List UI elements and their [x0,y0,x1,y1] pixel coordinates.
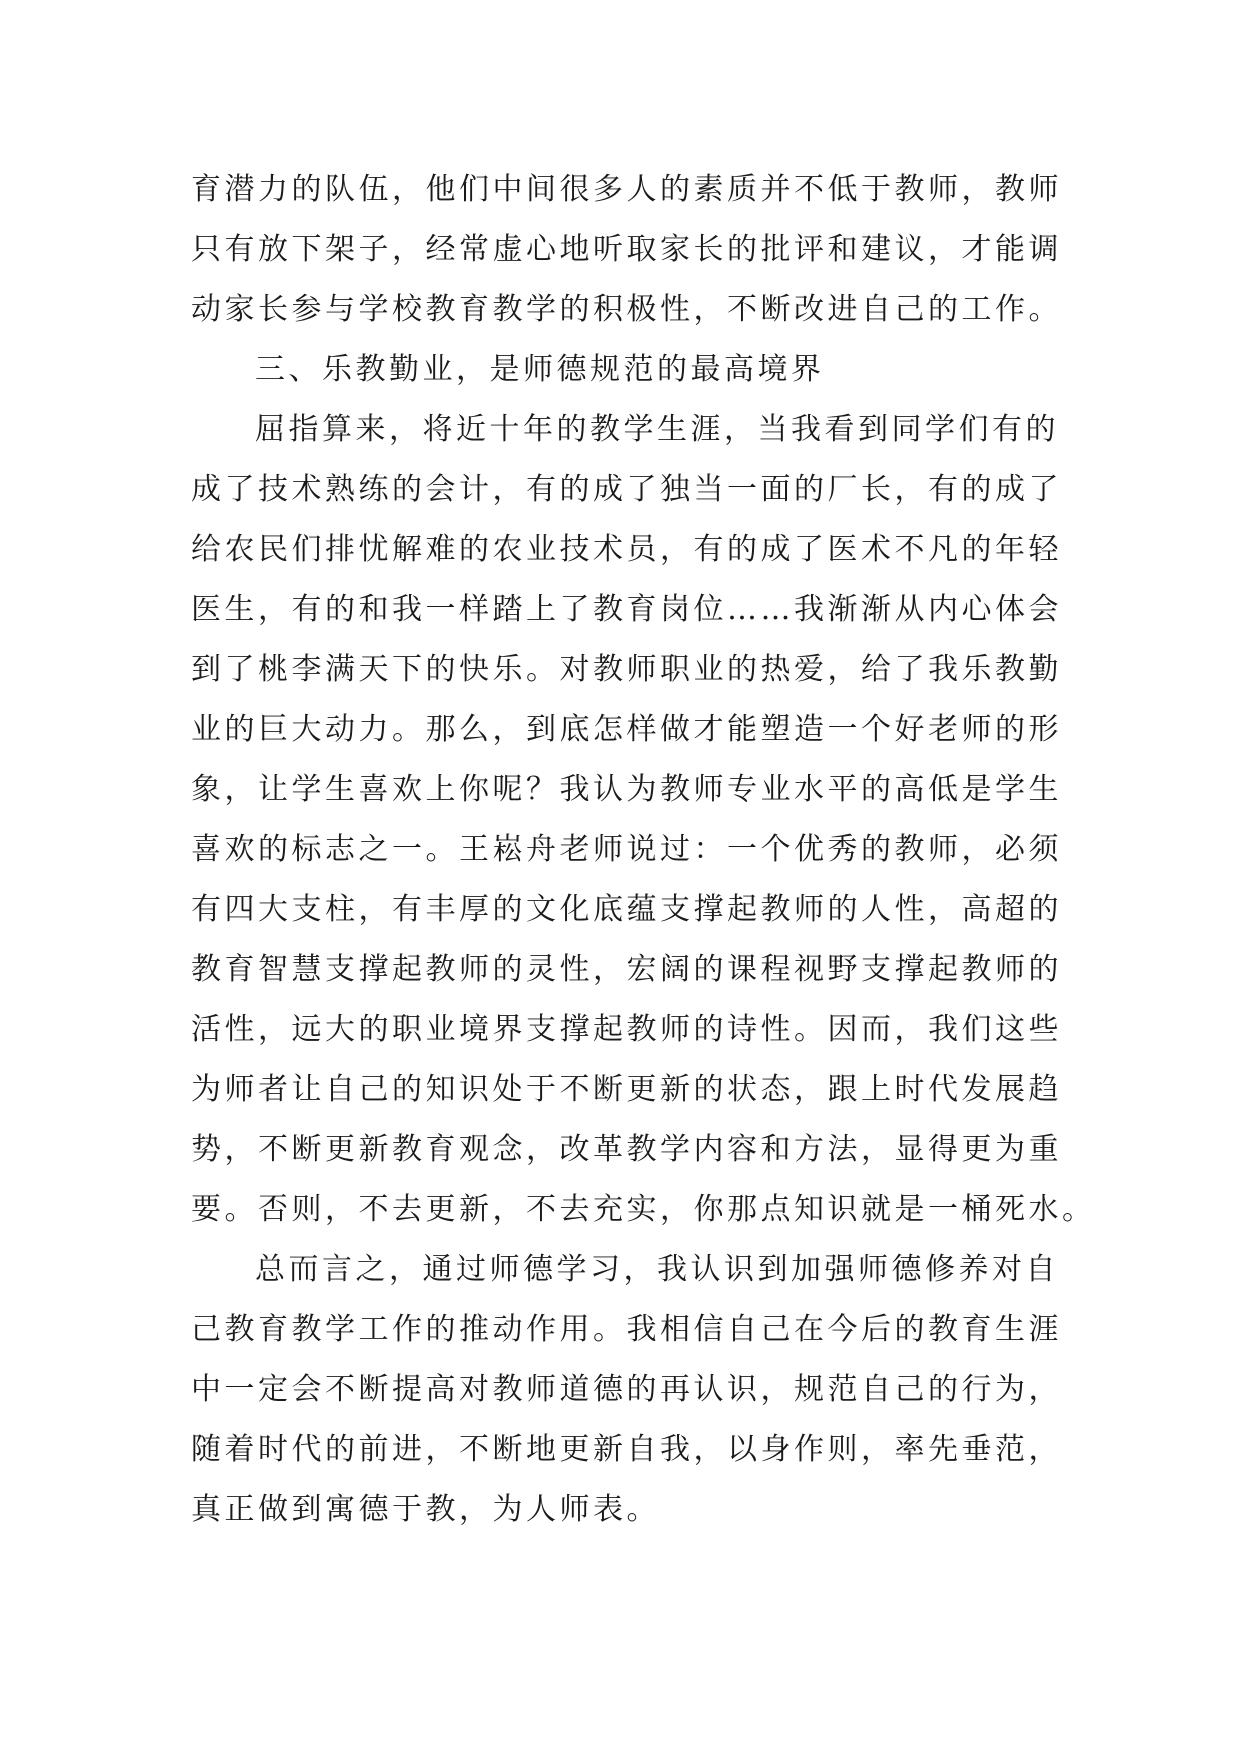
text-line: 到了桃李满天下的快乐。对教师职业的热爱，给了我乐教勤 [191,652,1062,687]
paragraph-start-line: 总而言之，通过师德学习，我认识到加强师德修养对自 [255,1252,1059,1287]
text-line: 动家长参与学校教育教学的积极性，不断改进自己的工作。 [191,292,1062,327]
text-line: 势，不断更新教育观念，改革教学内容和方法，显得更为重 [191,1132,1062,1167]
section-heading: 三、乐教勤业，是师德规范的最高境界 [255,352,825,387]
text-line: 医生，有的和我一样踏上了教育岗位……我渐渐从内心体会 [191,592,1062,627]
text-line: 教育智慧支撑起教师的灵性，宏阔的课程视野支撑起教师的 [191,952,1062,987]
text-line: 只有放下架子，经常虚心地听取家长的批评和建议，才能调 [191,232,1062,267]
text-line: 育潜力的队伍，他们中间很多人的素质并不低于教师，教师 [191,172,1062,207]
paragraph-start-line: 屈指算来，将近十年的教学生涯，当我看到同学们有的 [255,412,1059,447]
body-text [191,160,1096,1540]
text-line: 有四大支柱，有丰厚的文化底蕴支撑起教师的人性，高超的 [191,892,1062,927]
text-line: 真正做到寓德于教，为人师表。 [191,1492,660,1527]
text-line: 活性，远大的职业境界支撑起教师的诗性。因而，我们这些 [191,1012,1062,1047]
text-line: 成了技术熟练的会计，有的成了独当一面的厂长，有的成了 [191,472,1062,507]
text-line: 随着时代的前进，不断地更新自我，以身作则，率先垂范， [191,1432,1062,1467]
text-line: 给农民们排忧解难的农业技术员，有的成了医术不凡的年轻 [191,532,1062,567]
text-line: 己教育教学工作的推动作用。我相信自己在今后的教育生涯 [191,1312,1062,1347]
text-line: 业的巨大动力。那么，到底怎样做才能塑造一个好老师的形 [191,712,1062,747]
text-line: 中一定会不断提高对教师道德的再认识，规范自己的行为， [191,1372,1062,1407]
text-line: 要。否则，不去更新，不去充实，你那点知识就是一桶死水。 [191,1192,1096,1227]
text-line: 象，让学生喜欢上你呢？我认为教师专业水平的高低是学生 [191,772,1062,807]
text-line: 为师者让自己的知识处于不断更新的状态，跟上时代发展趋 [191,1072,1062,1107]
text-line: 喜欢的标志之一。王崧舟老师说过：一个优秀的教师，必须 [191,832,1062,867]
